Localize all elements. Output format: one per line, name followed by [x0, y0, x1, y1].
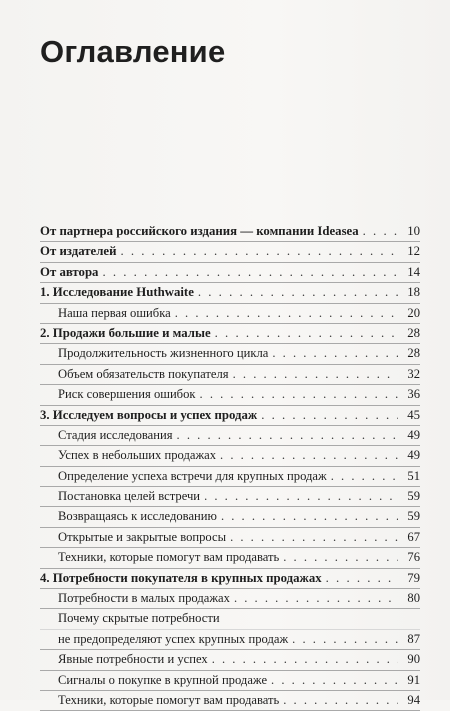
toc-entry-title: Открытые и закрытые вопросы [58, 529, 227, 544]
toc-entry-title: 1. Исследование Huthwaite [40, 285, 194, 300]
toc-entry [40, 507, 420, 527]
dot-leader [283, 691, 398, 710]
toc-entry-title: Успех в небольших продажах [58, 448, 217, 463]
toc-entry [40, 365, 420, 385]
dot-leader [283, 548, 398, 567]
toc-entry-page: 32 [407, 366, 420, 381]
toc-entry-page: 59 [407, 489, 420, 504]
dot-leader [198, 283, 398, 302]
toc-entry-title: Техники, которые помогут вам продавать [58, 550, 280, 565]
toc-entry [40, 589, 420, 609]
toc-entry-page: 49 [407, 448, 420, 463]
toc-entry [40, 446, 420, 466]
toc-entry-page: 36 [407, 387, 420, 402]
toc-entry-title: 3. Исследуем вопросы и успех продаж [40, 407, 258, 422]
dot-leader [233, 365, 398, 384]
toc-entry-title: 4. Потребности покупателя в крупных продажах [40, 570, 322, 585]
toc-entry-page: 12 [407, 244, 420, 259]
dot-leader [177, 426, 398, 445]
toc-entry-title: От издателей [40, 244, 117, 259]
toc-entry [40, 344, 420, 364]
toc-entry-page: 90 [407, 652, 420, 667]
toc-entry-title: Сигналы о покупке в крупной продаже [58, 672, 268, 687]
toc-entry [40, 406, 420, 426]
toc-entry-page: 87 [407, 631, 420, 646]
toc-entry-title: Продолжительность жизненного цикла [58, 346, 269, 361]
dot-leader [230, 528, 398, 547]
toc-entry [40, 385, 420, 405]
toc-entry [40, 609, 420, 629]
toc-entry [40, 283, 420, 303]
dot-leader [221, 507, 398, 526]
toc-entry-page: 80 [407, 591, 420, 606]
toc-entry [40, 487, 420, 507]
toc-entry-title: Объем обязательств покупателя [58, 366, 229, 381]
toc-entry [40, 548, 420, 568]
dot-leader [271, 671, 398, 690]
toc-entry-page: 91 [407, 672, 420, 687]
dot-leader [363, 222, 398, 241]
dot-leader [204, 487, 398, 506]
toc-entry [40, 650, 420, 670]
toc-entry-page: 51 [407, 468, 420, 483]
dot-leader [292, 630, 398, 649]
toc-entry-title: Постановка целей встречи [58, 489, 201, 504]
dot-leader [102, 263, 398, 282]
dot-leader [120, 242, 398, 261]
dot-leader [331, 467, 398, 486]
toc-entry-page: 76 [407, 550, 420, 565]
toc-entry-page: 59 [407, 509, 420, 524]
toc-entry-page: 18 [407, 285, 420, 300]
toc-entry [40, 569, 420, 589]
dot-leader [212, 650, 398, 669]
toc-entry-page: 28 [407, 346, 420, 361]
dot-leader [272, 344, 398, 363]
toc-entry [40, 671, 420, 691]
toc-entry-page: 79 [407, 570, 420, 585]
toc-entry-title: Риск совершения ошибок [58, 387, 196, 402]
toc-entry [40, 630, 420, 650]
toc-entry-page: 14 [407, 264, 420, 279]
toc-entry-title: не предопределяют успех крупных продаж [58, 631, 289, 646]
dot-leader [261, 406, 398, 425]
dot-leader [175, 304, 398, 323]
toc-entry-title: Наша первая ошибка [58, 305, 171, 320]
toc-entry [40, 467, 420, 487]
toc-entry [40, 242, 420, 262]
toc-entry [40, 528, 420, 548]
toc-entry-page: 20 [407, 305, 420, 320]
toc-entry-page: 28 [407, 325, 420, 340]
toc-entry-page: 10 [407, 224, 420, 238]
dot-leader [326, 569, 398, 588]
toc-entry-title: 2. Продажи большие и малые [40, 325, 211, 340]
toc-entry-title: Определение успеха встречи для крупных продаж [58, 468, 327, 483]
page-title: Оглавление [40, 34, 226, 69]
toc-entry-title: Почему скрытые потребности [58, 611, 220, 626]
toc-entry [40, 426, 420, 446]
toc-entry [40, 324, 420, 344]
toc-entry-title: Явные потребности и успех [58, 652, 208, 667]
dot-leader [200, 385, 398, 404]
toc-entry-title: Возвращаясь к исследованию [58, 509, 217, 524]
dot-leader [234, 589, 398, 608]
toc-entry-title: Потребности в малых продажах [58, 591, 230, 606]
toc-entry-page: 49 [407, 427, 420, 442]
toc-entry [40, 222, 420, 242]
toc-entry-title: От партнера российского издания — компании Ideasea [40, 224, 359, 238]
toc-entry [40, 691, 420, 711]
toc-entry-title: Стадия исследования [58, 427, 173, 442]
toc-entry [40, 263, 420, 283]
toc-entry-title: От автора [40, 264, 99, 279]
toc-entry-title: Техники, которые помогут вам продавать [58, 692, 280, 707]
toc-entry-page: 45 [407, 407, 420, 422]
table-of-contents [40, 222, 420, 711]
toc-entry-page: 94 [407, 692, 420, 707]
dot-leader [215, 324, 398, 343]
toc-entry-page: 67 [407, 529, 420, 544]
toc-entry [40, 304, 420, 324]
dot-leader [220, 446, 398, 465]
